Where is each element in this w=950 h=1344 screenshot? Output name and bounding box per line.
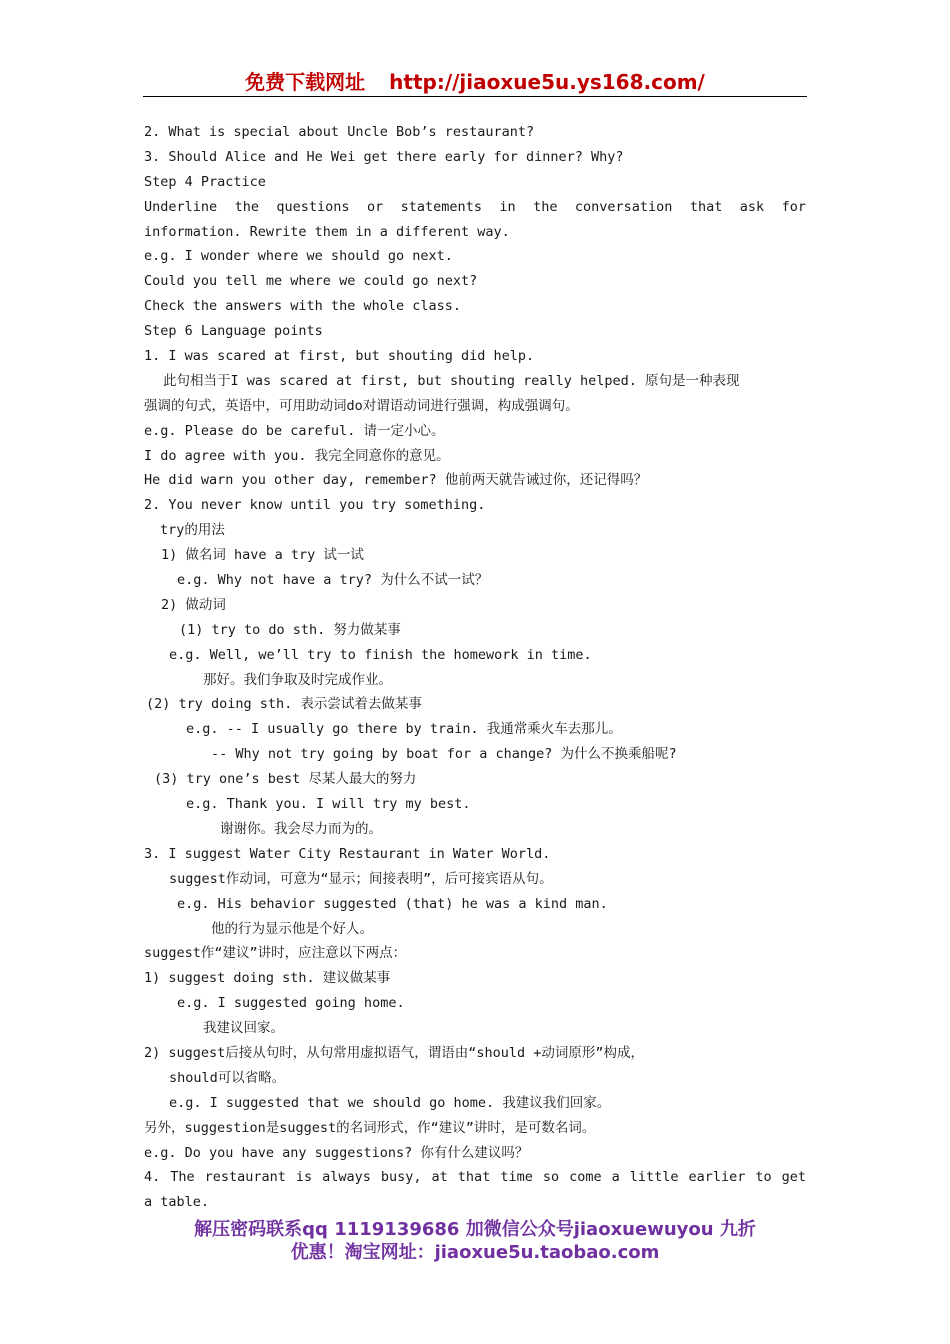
text-line: e.g. -- I usually go there by train. 我通常乘火车去那儿。 [186, 721, 622, 738]
text-line: (2) try doing sth. 表示尝试着去做某事 [146, 696, 422, 713]
header-title: 免费下载网址 [245, 70, 366, 94]
text-line: 2) 做动词 [161, 596, 226, 613]
text-line: information. Rewrite them in a different way. [144, 223, 510, 240]
page-footer [143, 1218, 807, 1264]
text-line: e.g. I wonder where we should go next. [144, 248, 453, 265]
text-line: 4. The restaurant is always busy, at that time so come a little earlier to get [144, 1169, 806, 1186]
text-line: e.g. His behavior suggested (that) he was a kind man. [177, 895, 608, 912]
text-line: 2. What is special about Uncle Bob’s restaurant? [144, 124, 535, 140]
text-line: 那好。我们争取及时完成作业。 [203, 671, 392, 688]
text-line: a table. [144, 1194, 210, 1211]
text-line: 强调的句式，英语中，可用助动词do对谓语动词进行强调，构成强调句。 [144, 397, 579, 414]
text-line: Could you tell me where we could go next? [144, 273, 478, 290]
text-line: e.g. I suggested going home. [177, 995, 405, 1012]
footer-line-1: 解压密码联系qq 1119139686 加微信公众号jiaoxuewuyou 九折 [194, 1219, 756, 1240]
text-line: 3. Should Alice and He Wei get there early for dinner? Why? [144, 148, 624, 165]
text-line: 2) suggest后接从句时，从句常用虚拟语气，谓语由“should +动词原形”构成， [144, 1044, 645, 1061]
text-line: e.g. Thank you. I will try my best. [186, 796, 471, 813]
text-line: try的用法 [160, 522, 225, 539]
text-line: e.g. I suggested that we should go home. 我建议我们回家。 [169, 1094, 611, 1111]
text-line: 3. I suggest Water City Restaurant in Water World. [144, 845, 551, 862]
document-body [144, 120, 806, 1215]
text-line: 此句相当于I was scared at first, but shouting really helped. 原句是一种表现 [163, 372, 740, 389]
text-line: 另外，suggestion是suggest的名词形式，作“建议”讲时，是可数名词。 [144, 1119, 596, 1136]
text-line: (1) try to do sth. 努力做某事 [179, 621, 401, 638]
text-line: Check the answers with the whole class. [144, 298, 461, 315]
text-line: e.g. Please do be careful. 请一定小心。 [144, 422, 445, 439]
header-url[interactable]: http://jiaoxue5u.ys168.com/ [389, 70, 705, 94]
text-line: Step 4 Practice [144, 173, 266, 190]
text-line: suggest作动词，可意为“显示；间接表明”，后可接宾语从句。 [169, 870, 553, 887]
text-line: (3) try one’s best 尽某人最大的努力 [154, 771, 417, 788]
text-line: 1. I was scared at first, but shouting did help. [144, 348, 535, 365]
text-line: -- Why not try going by boat for a change? 为什么不换乘船呢? [211, 746, 677, 763]
text-line: Step 6 Language points [144, 323, 323, 340]
text-line: should可以省略。 [169, 1069, 286, 1086]
text-line: I do agree with you. 我完全同意你的意见。 [144, 447, 450, 464]
text-line: 1) suggest doing sth. 建议做某事 [144, 970, 391, 987]
text-line: 谢谢你。我会尽力而为的。 [220, 820, 382, 837]
footer-line-2: 优惠！淘宝网址：jiaoxue5u.taobao.com [290, 1242, 660, 1263]
text-line: e.g. Well, we’ll try to finish the homework in time. [169, 646, 592, 663]
text-line: 他的行为显示他是个好人。 [211, 920, 373, 937]
text-line: e.g. Do you have any suggestions? 你有什么建议吗？ [144, 1144, 529, 1161]
text-line: He did warn you other day, remember? 他前两天就告诫过你，还记得吗？ [144, 472, 648, 489]
text-line: 1) 做名词 have a try 试一试 [161, 547, 364, 564]
text-line: Underline the questions or statements in the conversation that ask for [144, 198, 806, 215]
text-line: e.g. Why not have a try? 为什么不试一试？ [177, 572, 489, 589]
text-line: 2. You never know until you try something. [144, 497, 486, 514]
text-line: 我建议回家。 [203, 1020, 284, 1037]
text-line: suggest作“建议”讲时，应注意以下两点： [144, 945, 407, 962]
page-header [143, 66, 807, 97]
